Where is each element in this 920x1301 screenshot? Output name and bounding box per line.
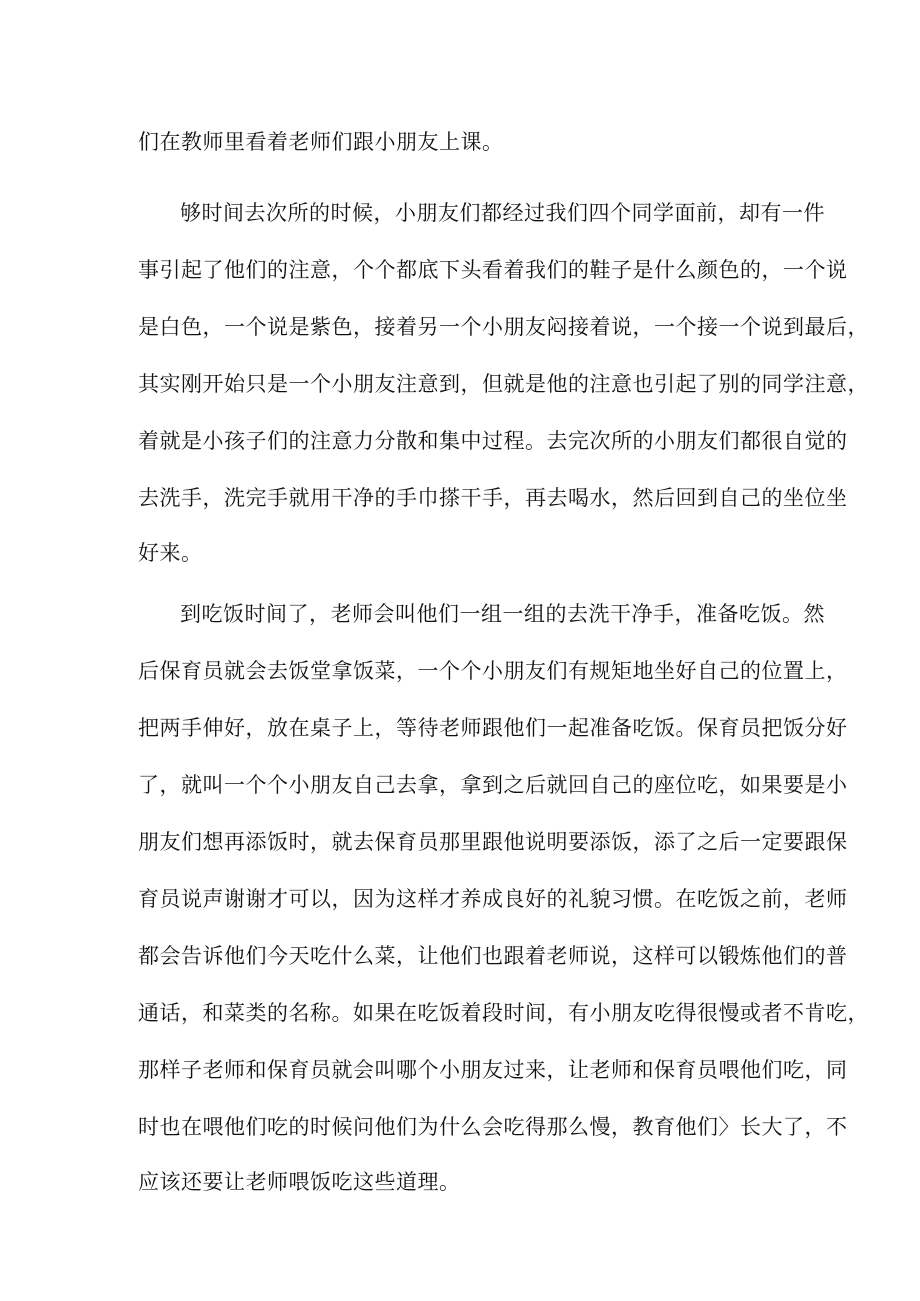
paragraph-2-line-5: 着就是小孩子们的注意力分散和集中过程。去完次所的小朋友们都很自觉的 <box>138 429 848 453</box>
paragraph-3-line-11: 应该还要让老师喂饭吃这些道理。 <box>138 1170 461 1194</box>
paragraph-2-line-3: 是白色，一个说是紫色，接着另一个小朋友闷接着说，一个接一个说到最后， <box>138 315 869 339</box>
paragraph-3-line-4: 了，就叫一个个小朋友自己去拿，拿到之后就回自己的座位吃，如果要是小 <box>138 773 848 797</box>
paragraph-3-line-3: 把两手伸好，放在桌子上，等待老师跟他们一起准备吃饭。保育员把饭分好 <box>138 716 848 740</box>
paragraph-3-line-6: 育员说声谢谢才可以，因为这样才养成良好的礼貌习惯。在吃饭之前，老师 <box>138 887 848 911</box>
paragraph-1-line-1: 们在教师里看着老师们跟小朋友上课。 <box>138 130 504 154</box>
paragraph-3-line-1: 到吃饭时间了，老师会叫他们一组一组的去洗干净手，准备吃饭。然 <box>180 602 825 626</box>
paragraph-2-line-2: 事引起了他们的注意，个个都底下头看着我们的鞋子是什么颜色的，一个说 <box>138 258 848 282</box>
paragraph-2-line-7: 好来。 <box>138 541 203 565</box>
paragraph-3-line-5: 朋友们想再添饭时，就去保育员那里跟他说明要添饭，添了之后一定要跟保 <box>138 830 848 854</box>
paragraph-3-line-8: 通话，和菜类的名称。如果在吃饭着段时间，有小朋友吃得很慢或者不肯吃， <box>138 1001 869 1025</box>
paragraph-3-line-10: 时也在喂他们吃的时候问他们为什么会吃得那么慢，教育他们〉长大了，不 <box>138 1115 848 1139</box>
paragraph-3-line-7: 都会告诉他们今天吃什么菜，让他们也跟着老师说，这样可以锻炼他们的普 <box>138 944 848 968</box>
paragraph-3-line-2: 后保育员就会去饭堂拿饭菜，一个个小朋友们有规矩地坐好自己的位置上， <box>138 659 848 683</box>
paragraph-2-line-1: 够时间去次所的时候，小朋友们都经过我们四个同学面前，却有一件 <box>180 201 825 225</box>
paragraph-2-line-6: 去洗手，洗完手就用干净的手巾搽干手，再去喝水，然后回到自己的坐位坐 <box>138 486 848 510</box>
paragraph-2-line-4: 其实刚开始只是一个小朋友注意到，但就是他的注意也引起了别的同学注意， <box>138 372 869 396</box>
paragraph-3-line-9: 那样子老师和保育员就会叫哪个小朋友过来，让老师和保育员喂他们吃，同 <box>138 1058 848 1082</box>
